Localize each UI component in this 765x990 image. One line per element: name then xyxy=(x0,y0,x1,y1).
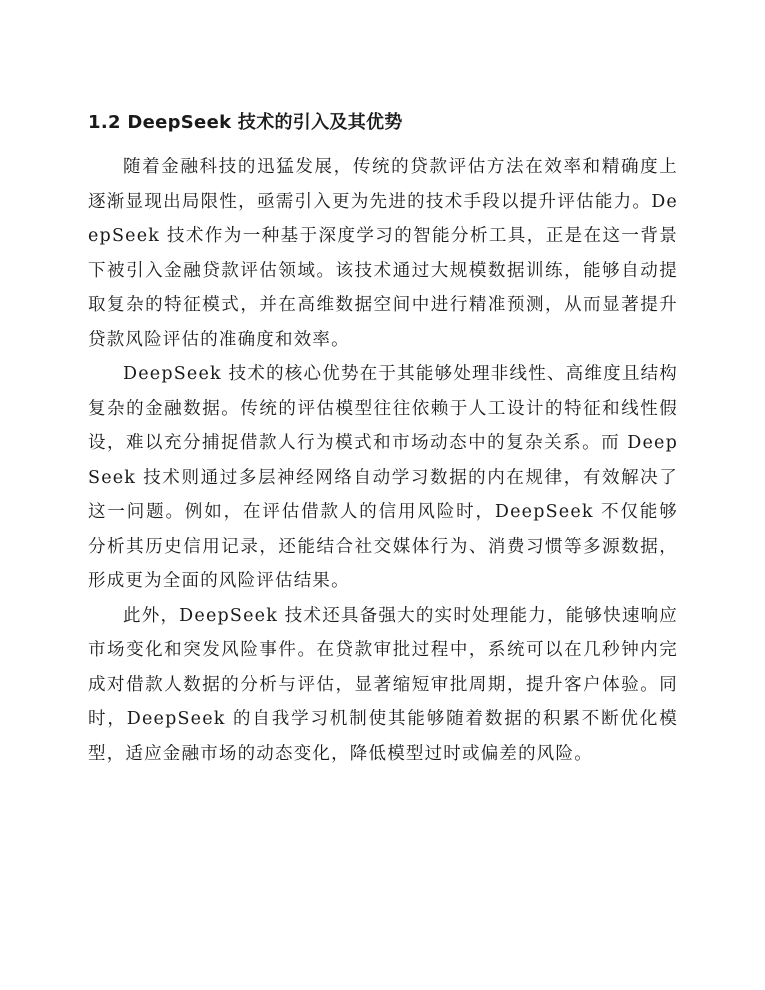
paragraph-2: DeepSeek 技术的核心优势在于其能够处理非线性、高维度且结构复杂的金融数据。传统的评估模型往往依赖于人工设计的特征和线性假设，难以充分捕捉借款人行为模式和市场动态中的复杂关系。而 DeepSeek 技术则通过多层神经网络自动学习数据的内在规律，有效解决了这一问题。例如，在评估借款人的信用风险时，DeepSeek 不仅能够分析其历史信用记录，还能结合社交媒体行为、消费习惯等多源数据，形成更为全面的风险评估结果。 xyxy=(88,364,678,591)
section-heading: 1.2 DeepSeek 技术的引入及其优势 xyxy=(88,112,403,133)
document-page xyxy=(88,110,678,771)
paragraph-1: 随着金融科技的迅猛发展，传统的贷款评估方法在效率和精确度上逐渐显现出局限性，亟需引入更为先进的技术手段以提升评估能力。DeepSeek 技术作为一种基于深度学习的智能分析工具，正是在这一背景下被引入金融贷款评估领域。该技术通过大规模数据训练，能够自动提取复杂的特征模式，并在高维数据空间中进行精准预测，从而显著提升贷款风险评估的准确度和效率。 xyxy=(88,157,678,350)
paragraph-3: 此外，DeepSeek 技术还具备强大的实时处理能力，能够快速响应市场变化和突发风险事件。在贷款审批过程中，系统可以在几秒钟内完成对借款人数据的分析与评估，显著缩短审批周期，提升客户体验。同时，DeepSeek 的自我学习机制使其能够随着数据的积累不断优化模型，适应金融市场的动态变化，降低模型过时或偏差的风险。 xyxy=(88,605,678,764)
